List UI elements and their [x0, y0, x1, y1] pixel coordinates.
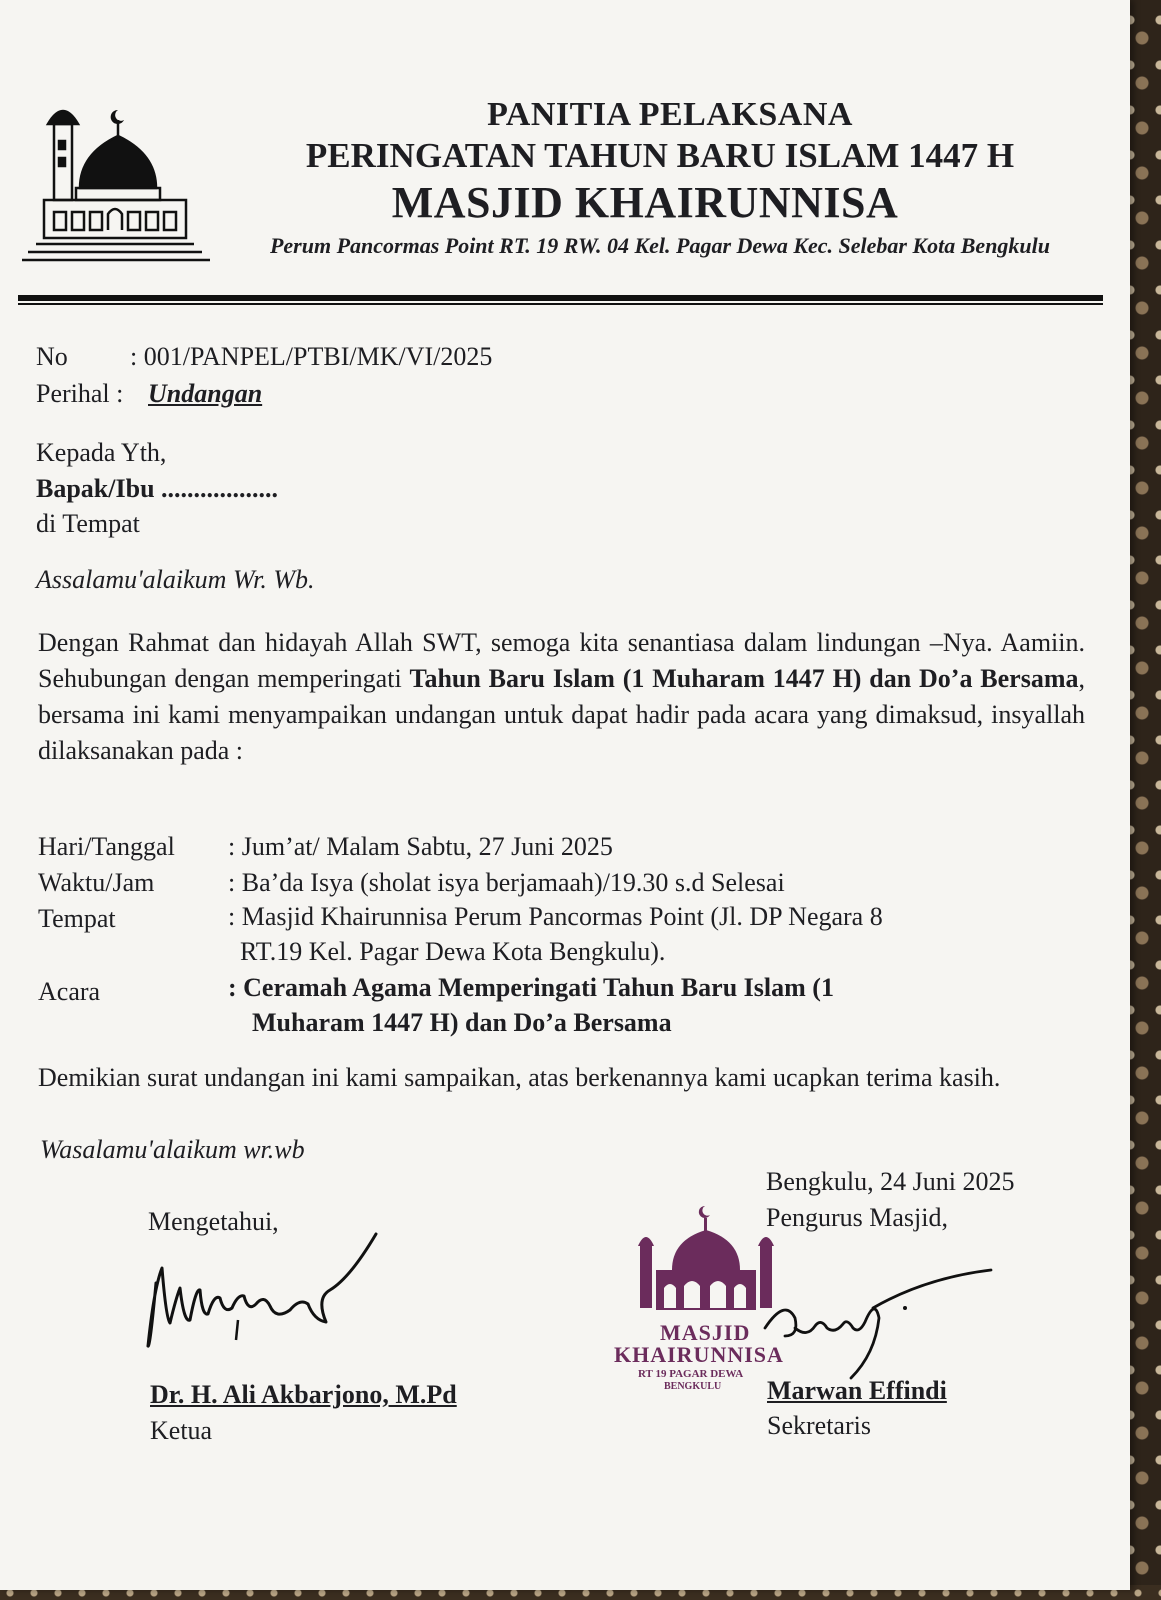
body-text-1: Dengan Rahmat dan hidayah Allah SWT, semoga kita senantiasa dalam lindungan –Nya. Aamiin. Sehubungan dengan memperingati [38, 628, 1085, 693]
secretary-role: Sekretaris [767, 1411, 871, 1440]
venue-label: Tempat [38, 904, 116, 933]
recipient-salutation: Kepada Yth, [36, 438, 167, 467]
subject-value: Undangan [148, 379, 263, 408]
opening-greeting: Assalamu'alaikum Wr. Wb. [36, 565, 315, 594]
recipient-name: Bapak/Ibu .................. [36, 474, 279, 503]
event-value: : Ceramah Agama Memperingati Tahun Baru Islam (1 [228, 973, 834, 1002]
time-label: Waktu/Jam [38, 868, 155, 897]
venue-value: : Masjid Khairunnisa Perum Pancormas Point (Jl. DP Negara 8 [228, 902, 883, 931]
stamp-text-3: RT 19 PAGAR DEWA [638, 1368, 744, 1380]
committee-title: PANITIA PELAKSANA [487, 96, 853, 133]
header-rule-thick [18, 295, 1103, 301]
event-label: Acara [38, 977, 101, 1006]
mosque-logo-icon [18, 96, 214, 266]
right-intro: Pengurus Masjid, [766, 1203, 948, 1232]
letterhead [225, 95, 1095, 261]
address: Perum Pancormas Point RT. 19 RW. 04 Kel. Pagar Dewa Kec. Selebar Kota Bengkulu [269, 233, 1051, 258]
letter-number: : 001/PANPEL/PTBI/MK/VI/2025 [130, 342, 493, 371]
body-event-bold: Tahun Baru Islam (1 Muharam 1447 H) dan Do’a Bersama [409, 664, 1079, 693]
mosque-name: MASJID KHAIRUNNISA [391, 178, 899, 227]
recipient-place: di Tempat [36, 509, 140, 538]
time-value: : Ba’da Isya (sholat isya berjamaah)/19.30 s.d Selesai [228, 868, 785, 897]
subject-label: Perihal : [36, 379, 124, 408]
stamp-text-2: KHAIRUNNISA [614, 1342, 784, 1367]
place-date: Bengkulu, 24 Juni 2025 [766, 1167, 1015, 1196]
closing-paragraph: Demikian surat undangan ini kami sampaikan, atas berkenannya kami ucapkan terima kasih. [38, 1063, 1001, 1092]
chairman-signature [140, 1228, 400, 1388]
stamp-text-1: MASJID [660, 1320, 751, 1345]
chairman-role: Ketua [150, 1416, 213, 1445]
body-text-2: , bersama ini kami menyampaikan undangan untuk dapat hadir pada acara yang dimaksud, insyallah dilaksanakan pada : [38, 664, 1085, 765]
letter-number-label: No [36, 342, 68, 371]
closing-greeting: Wasalamu'alaikum wr.wb [40, 1135, 305, 1164]
secretary-signature [755, 1258, 1015, 1388]
event-value-cont: Muharam 1447 H) dan Do’a Bersama [252, 1008, 672, 1037]
stamp-text-4: BENGKULU [664, 1381, 722, 1392]
venue-value-cont: RT.19 Kel. Pagar Dewa Kota Bengkulu). [240, 937, 666, 966]
date-label: Hari/Tanggal [38, 832, 175, 861]
date-value: : Jum’at/ Malam Sabtu, 27 Juni 2025 [228, 832, 613, 861]
header-rule-thin [18, 303, 1103, 305]
left-intro: Mengetahui, [148, 1207, 279, 1236]
secretary-name: Marwan Effindi [767, 1376, 947, 1405]
event-title: PERINGATAN TAHUN BARU ISLAM 1447 H [305, 136, 1015, 175]
chairman-name: Dr. H. Ali Akbarjono, M.Pd [150, 1380, 457, 1409]
body-paragraph [38, 625, 1085, 769]
